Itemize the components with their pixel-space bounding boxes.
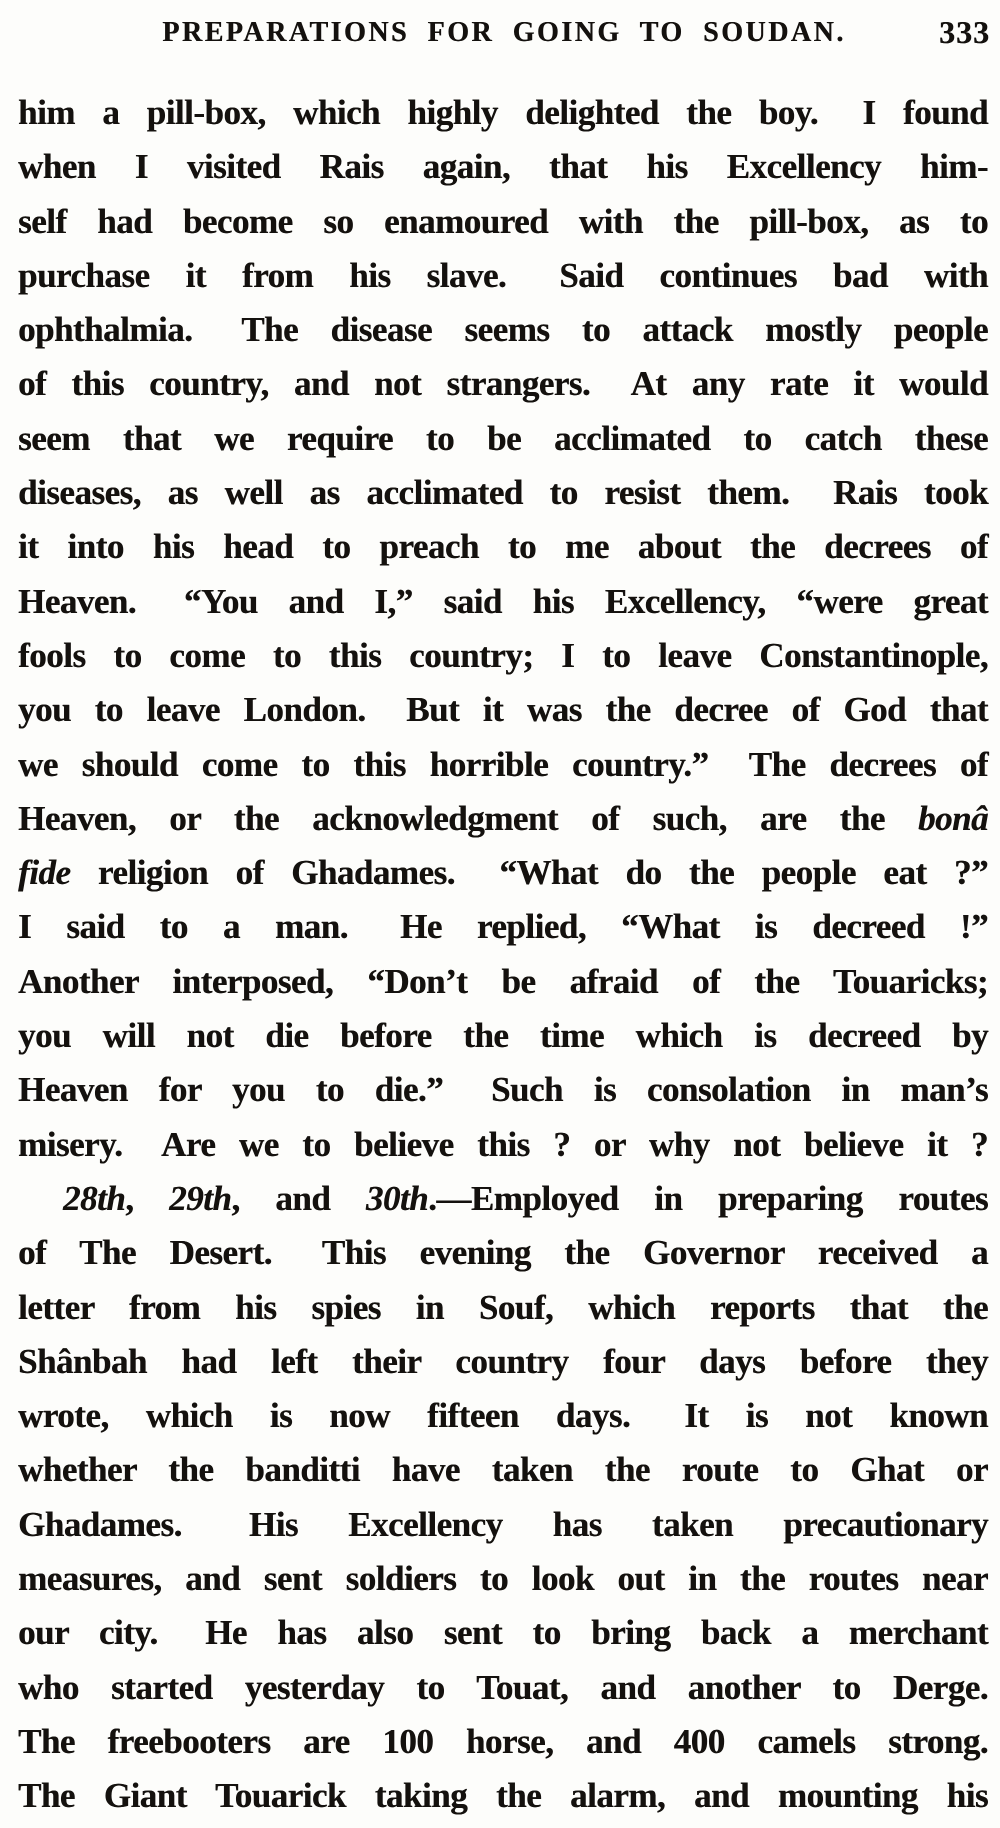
text-line: you will not die before the time which is decreed by bbox=[18, 1016, 988, 1056]
text-line: self had become so enamoured with the pill-box, as to bbox=[18, 201, 988, 241]
text-line: Heaven for you to die.” Such is consolation in man’s bbox=[18, 1070, 988, 1110]
text-line: Heaven, or the acknowledgment of such, are the bonâ bbox=[18, 798, 988, 838]
text-line: Heaven. “You and I,” said his Excellency, “were great bbox=[18, 581, 988, 621]
text-line: of The Desert. This evening the Governor received a bbox=[18, 1233, 988, 1273]
text-line: our city. He has also sent to bring back a merchant bbox=[18, 1613, 988, 1653]
text-line: Ghadames. His Excellency has taken precautionary bbox=[18, 1504, 988, 1544]
text-line: Shânbah had left their country four days before they bbox=[18, 1341, 988, 1381]
text-line: The Giant Touarick taking the alarm, and mounting his bbox=[18, 1776, 988, 1816]
text-line: him a pill-box, which highly delighted the boy. I found bbox=[18, 93, 988, 132]
text-line: wrote, which is now fifteen days. It is not known bbox=[18, 1396, 988, 1436]
text-line: of this country, and not strangers. At any rate it would bbox=[18, 364, 988, 404]
running-title: PREPARATIONS FOR GOING TO SOUDAN. bbox=[162, 17, 846, 48]
text-line: ophthalmia. The disease seems to attack mostly people bbox=[18, 310, 988, 350]
text-line: fide religion of Ghadames. “What do the people eat ?” bbox=[18, 853, 988, 893]
text-line: seem that we require to be acclimated to catch these bbox=[18, 418, 988, 458]
text-line: diseases, as well as acclimated to resist them. Rais took bbox=[18, 473, 988, 513]
text-line: The freebooters are 100 horse, and 400 camels strong. bbox=[18, 1721, 988, 1761]
text-line: Another interposed, “Don’t be afraid of the Touaricks; bbox=[18, 961, 988, 1001]
text-line: you to leave London. But it was the decree of God that bbox=[18, 690, 988, 730]
text-line: 28th, 29th, and 30th.—Employed in preparing routes bbox=[63, 1178, 989, 1218]
text-line: fools to come to this country; I to leave Constantinople, bbox=[18, 635, 988, 675]
text-line: I said to a man. He replied, “What is decreed !” bbox=[18, 907, 988, 947]
text-line: it into his head to preach to me about the decrees of bbox=[18, 527, 988, 567]
page-number: 333 bbox=[939, 14, 990, 50]
text-line: whether the banditti have taken the route to Ghat or bbox=[18, 1450, 988, 1490]
text-line: we should come to this horrible country.” The decrees of bbox=[18, 744, 988, 784]
text-line: letter from his spies in Souf, which reports that the bbox=[18, 1287, 988, 1327]
text-line: when I visited Rais again, that his Excellency him- bbox=[18, 147, 988, 187]
text-line: who started yesterday to Touat, and another to Derge. bbox=[18, 1667, 988, 1707]
text-line: purchase it from his slave. Said continues bad with bbox=[18, 255, 988, 295]
body-text bbox=[18, 86, 988, 1824]
text-line: measures, and sent soldiers to look out in the routes near bbox=[18, 1559, 988, 1599]
text-line: misery. Are we to believe this ? or why not believe it ? bbox=[18, 1124, 988, 1164]
page-header bbox=[18, 13, 990, 53]
